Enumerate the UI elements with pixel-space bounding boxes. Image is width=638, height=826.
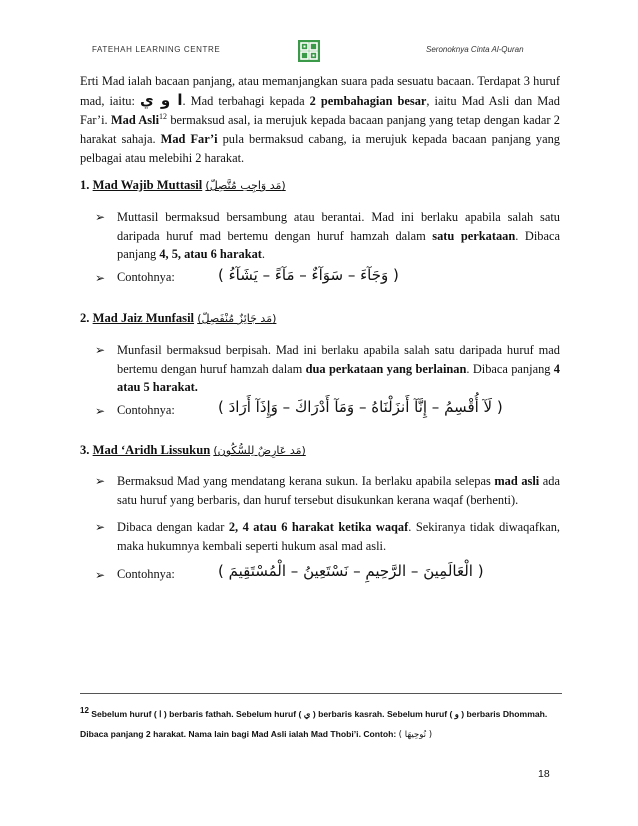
arrow-bullet-icon: ➢	[95, 271, 106, 285]
footnote-divider	[80, 693, 562, 694]
intro-text-4: bermaksud asal, ia merujuk kepada bacaan panjang yang tetap dengan kadar 2 harakat sahaja.	[80, 113, 560, 146]
section1-heading: 1. Mad Wajib Muttasil (مَد وَاجِب مُتَّصِلّ)	[80, 178, 286, 192]
intro-bold-1: 2 pembahagian besar	[309, 94, 427, 108]
section1-arabic: (مَد وَاجِب مُتَّصِلّ)	[205, 179, 286, 192]
section1-example-label: Contohnya:	[117, 270, 175, 284]
section1-bullet1: Muttasil bermaksud bersambung atau berantai. Mad ini berlaku apabila salah satu daripada huruf mad bertemu dengan huruf hamzah dalam satu perkataan. Dibaca panjang 4, 5, atau 6 harakat.	[117, 210, 561, 261]
section3-example: ( الْعَالَمِينَ – الرَّحِيمِ – نَسْتَعِينُ – الْمُسْتَقِيمَ )	[218, 562, 484, 580]
section3-arabic: (مَد عَارِضٌ لِلسُّكُون)	[213, 444, 306, 457]
section1-title: Mad Wajib Muttasil	[92, 178, 203, 192]
arrow-bullet-icon: ➢	[95, 404, 106, 418]
arrow-bullet-icon: ➢	[95, 343, 106, 357]
intro-text-5: pula bermaksud cabang, ia merujuk kepada bacaan panjang yang pelbagai atau melebihi 2 harakat.	[80, 132, 560, 165]
footnote-text: Sebelum huruf ( ا ) berbaris fathah. Sebelum huruf ( ي ) berbaris kasrah. Sebelum huruf ( و ) berbaris Dhommah. Dibaca panjang 2 harakat. Nama lain bagi Mad Asli ialah Mad Thobi’i. Contoh:	[80, 709, 548, 739]
section3-bullet2: Dibaca dengan kadar 2, 4 atau 6 harakat ketika waqaf. Sekiranya tidak diwaqafkan, maka hukumnya kembali seperti hukum asal mad asli.	[117, 520, 560, 553]
intro-bold-mad-asli: Mad Asli	[110, 113, 160, 127]
section3-bullet1: Bermaksud Mad yang mendatang kerana sukun. Ia berlaku apabila selepas mad asli ada satu huruf yang berbaris, dan huruf tersebut disukunkan kerana waqaf (berhenti).	[117, 474, 560, 507]
header-left: FATEHAH LEARNING CENTRE	[92, 45, 221, 54]
intro-bold-mad-fari: Mad Far’i	[160, 132, 218, 146]
section2-heading: 2. Mad Jaiz Munfasil (مَد جَائِزٌ مُنْفَصِلّ)	[80, 311, 277, 325]
section3-example-label: Contohnya:	[117, 567, 175, 581]
section2-example-label: Contohnya:	[117, 403, 175, 417]
section2-bullet1: Munfasil bermaksud berpisah. Mad ini berlaku apabila salah satu daripada huruf mad bertemu dengan huruf hamzah dalam dua perkataan yang berlainan. Dibaca panjang 4 atau 5 harakat.	[117, 343, 560, 394]
footnote-example: ( نُوحِيهَا )	[398, 730, 433, 740]
mad-letters: ا و ي	[139, 91, 183, 109]
section1-example: ( وَجَآءَ – سَوَآءٌ – مَآءً – يَشَآءُ )	[218, 266, 399, 284]
intro-text-1: Erti Mad ialah bacaan panjang, atau memanjangkan suara pada sesuatu bacaan. Terdapat 3 huruf mad, iaitu:	[80, 74, 560, 108]
section3-title: Mad ‘Aridh Lissukun	[92, 443, 211, 457]
section2-title: Mad Jaiz Munfasil	[92, 311, 195, 325]
centre-logo-icon	[298, 40, 320, 62]
footnote	[80, 704, 562, 745]
section2-example: ( لَآ أُقْسِمُ – إِنَّآ أَنزَلْنَاهُ – وَمَآ أَدْرَاكَ – وَإِذَآ أَرَادَ )	[218, 398, 503, 416]
footnote-number: 12	[80, 706, 89, 716]
arrow-bullet-icon: ➢	[95, 210, 106, 224]
intro-text-3: , iaitu Mad Asli dan Mad Far’i.	[80, 94, 560, 127]
arrow-bullet-icon: ➢	[95, 474, 106, 488]
intro-paragraph	[80, 72, 560, 168]
arrow-bullet-icon: ➢	[95, 568, 106, 582]
header-right: Seronoknya Cinta Al-Quran	[426, 45, 524, 54]
footnote-ref: 12	[159, 111, 168, 121]
page-number: 18	[538, 768, 550, 780]
section3-heading: 3. Mad ‘Aridh Lissukun (مَد عَارِضٌ لِلسُّكُون)	[80, 443, 306, 457]
intro-text-2: . Mad terbahagi kepada	[182, 94, 310, 108]
section2-arabic: (مَد جَائِزٌ مُنْفَصِلّ)	[197, 312, 277, 325]
arrow-bullet-icon: ➢	[95, 520, 106, 534]
